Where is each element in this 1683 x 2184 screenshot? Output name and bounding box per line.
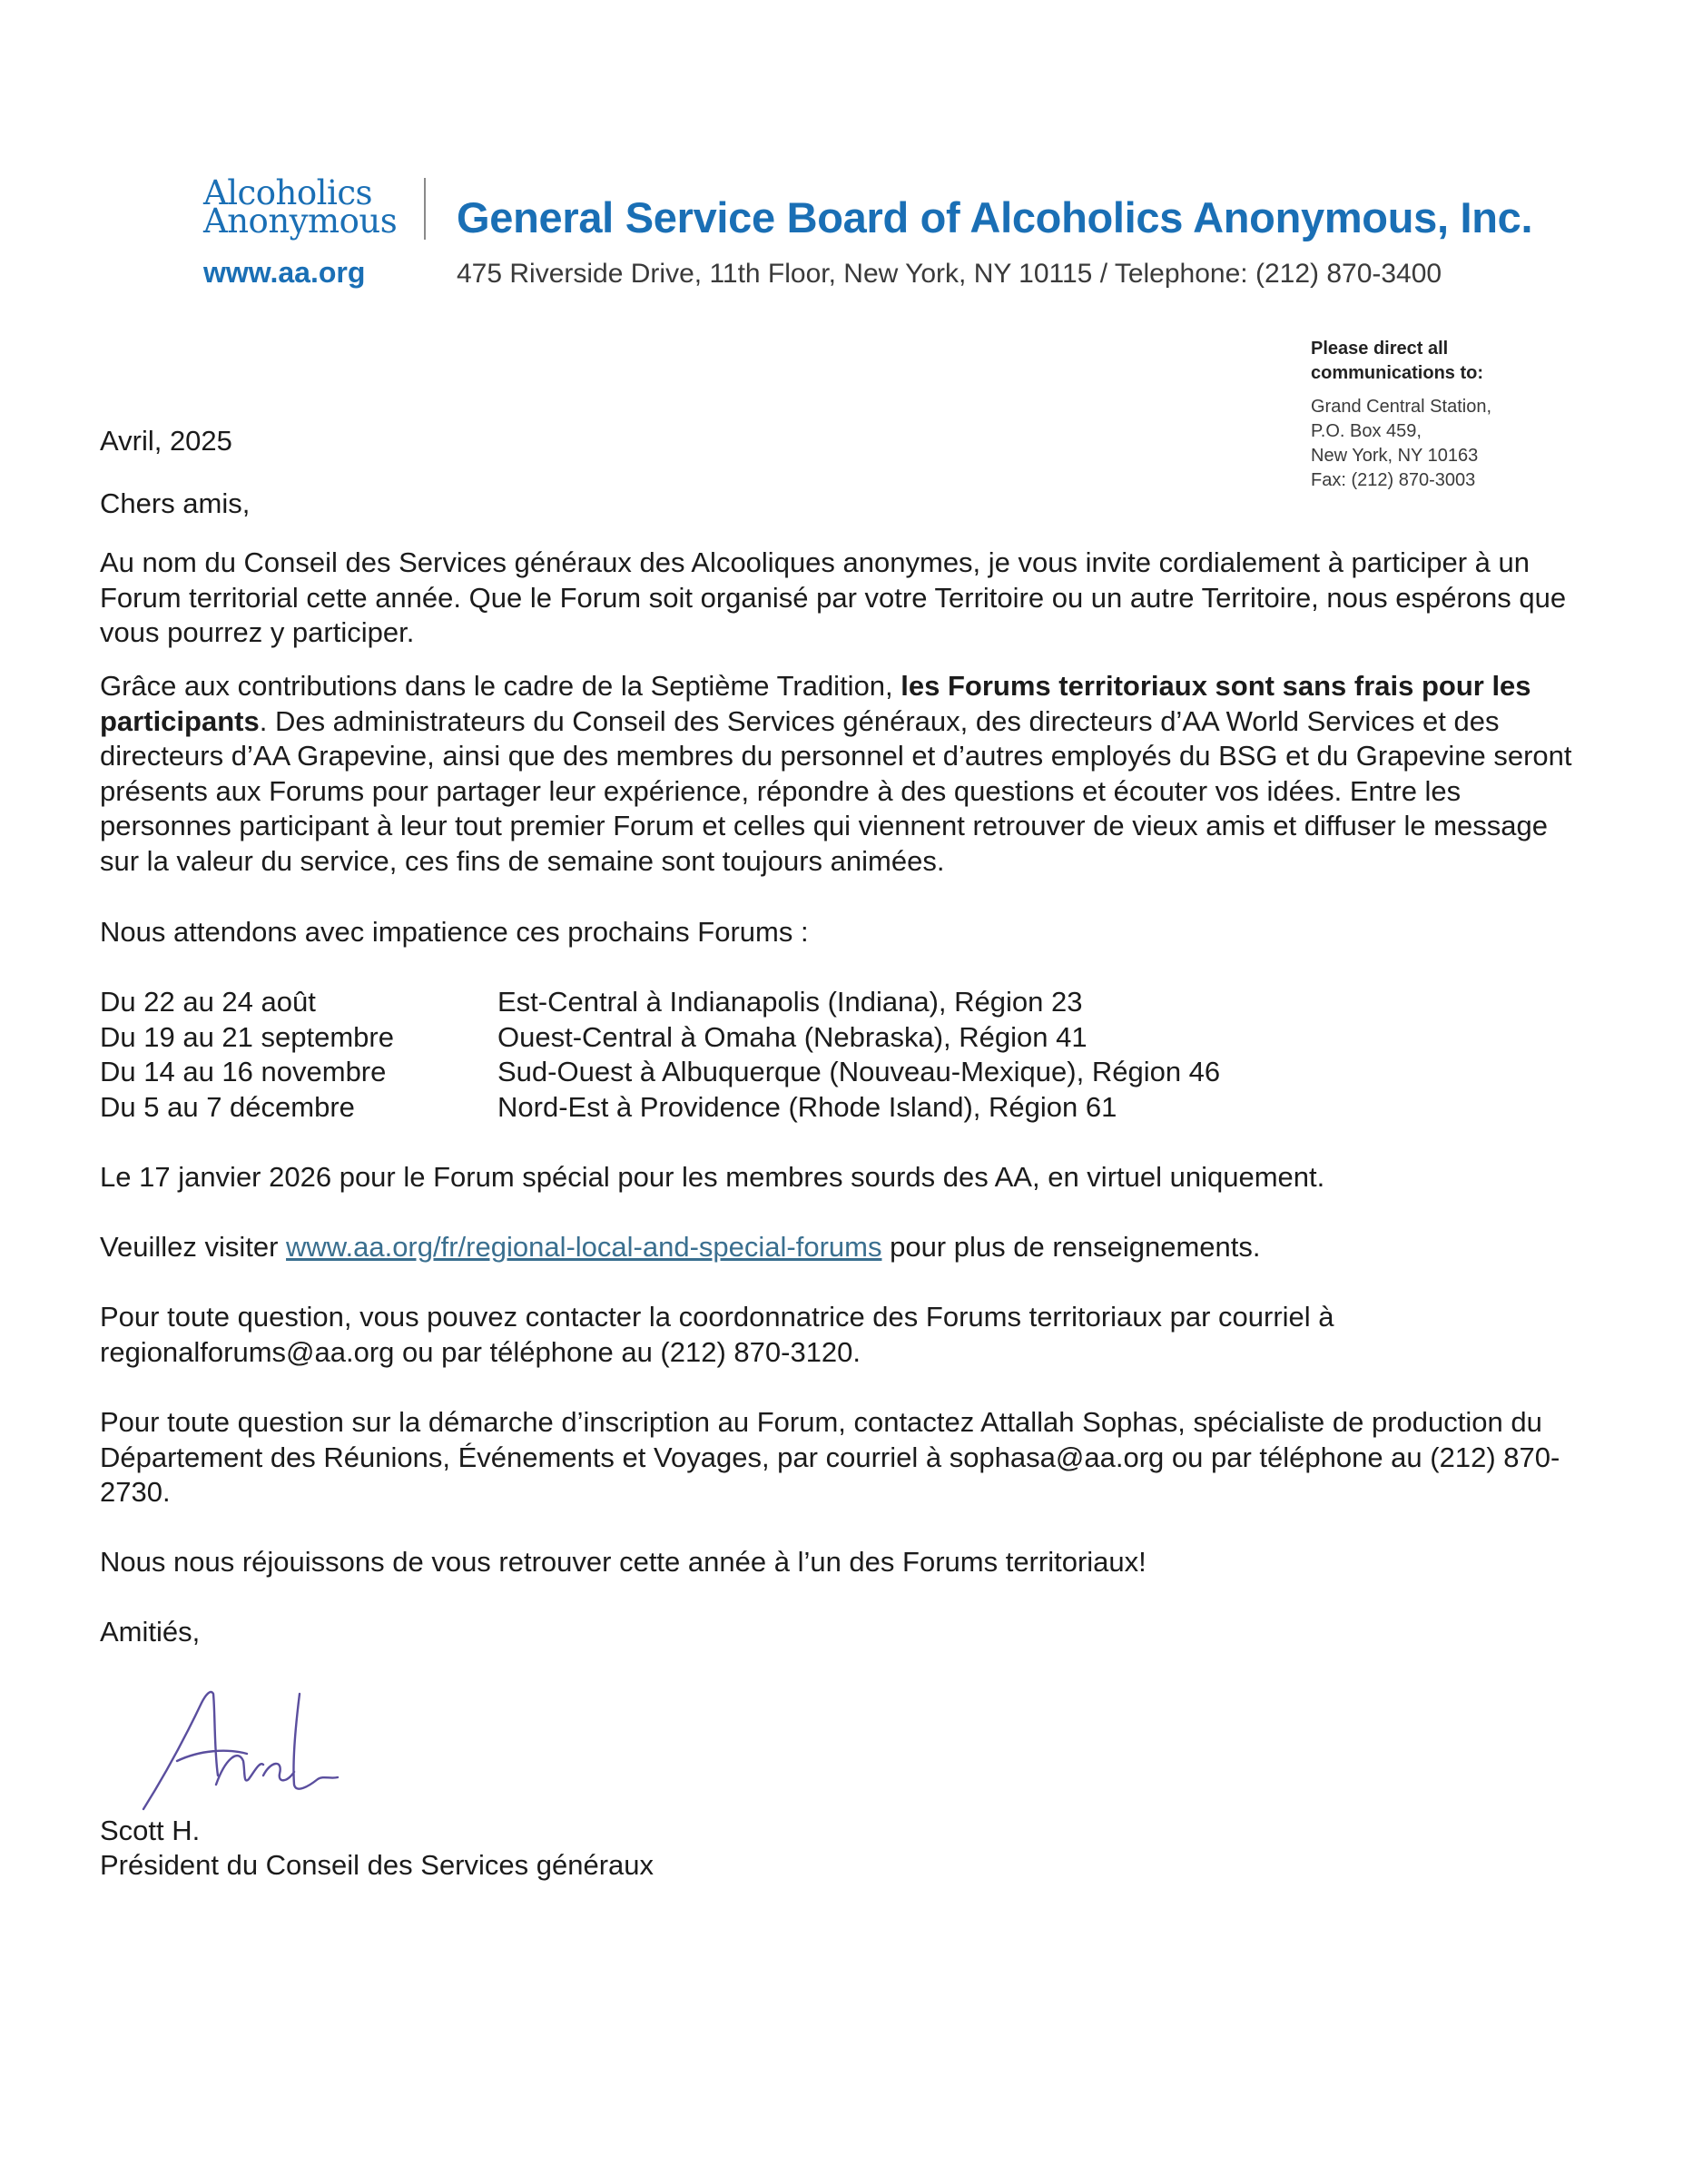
signer-title: Président du Conseil des Services généraux	[100, 1849, 654, 1881]
forum-dates: Du 14 au 16 novembre	[100, 1056, 387, 1087]
logo-text-line1: Alcoholics	[203, 173, 373, 212]
forums-link[interactable]: www.aa.org/fr/regional-local-and-special-forums	[286, 1231, 882, 1263]
visit-paragraph	[100, 1230, 1589, 1265]
special-forum: Le 17 janvier 2026 pour le Forum spécial pour les membres sourds des AA, en virtuel uniquement.	[100, 1161, 1325, 1193]
forum-location: Est-Central à Indianapolis (Indiana), Région 23	[497, 986, 1083, 1018]
forum-dates: Du 22 au 24 août	[100, 986, 316, 1018]
contact-registration: Pour toute question sur la démarche d’inscription au Forum, contactez Attallah Sophas, spécialiste de production du Département des Réunions, Événements et Voyages, par courriel à sophasa@aa.org ou par téléphone au (212) 870-2730.	[100, 1406, 1560, 1508]
free-forums-emphasis: les Forums territoriaux sont sans frais pour les participants	[100, 670, 1531, 737]
paragraph-text: Grâce aux contributions dans le cadre de la Septième Tradition,	[100, 670, 901, 702]
forum-location: Ouest-Central à Omaha (Nebraska), Région 41	[497, 1020, 1088, 1053]
correspondence-line: P.O. Box 459,	[1311, 421, 1422, 441]
paragraph-seventh-tradition	[100, 669, 1589, 879]
website-link[interactable]: www.aa.org	[203, 256, 366, 289]
logo-text-line2: Anonymous	[203, 202, 398, 241]
header-divider	[424, 178, 426, 240]
forum-dates: Du 5 au 7 décembre	[100, 1090, 355, 1123]
letter-date: Avril, 2025	[100, 425, 232, 457]
forum-dates: Du 19 au 21 septembre	[100, 1020, 394, 1053]
signer-name: Scott H.	[100, 1815, 201, 1846]
forum-row	[100, 1090, 1220, 1126]
forum-schedule	[100, 985, 1220, 1125]
contact-coordinator: Pour toute question, vous pouvez contacter la coordonnatrice des Forums territoriaux par courriel à regionalforums@aa.org ou par téléphone au (212) 870-3120.	[100, 1301, 1334, 1368]
forum-row	[100, 985, 1220, 1020]
correspondence-heading: Please direct all communications to:	[1311, 339, 1484, 383]
signature	[127, 1677, 345, 1814]
forum-row	[100, 1055, 1220, 1090]
forums-intro: Nous attendons avec impatience ces prochains Forums :	[100, 916, 809, 948]
correspondence-line: New York, NY 10163	[1311, 446, 1479, 466]
organization-address: 475 Riverside Drive, 11th Floor, New York, NY 10115 / Telephone: (212) 870-3400	[457, 259, 1442, 289]
regards: Amitiés,	[100, 1616, 201, 1648]
visit-suffix: pour plus de renseignements.	[881, 1231, 1261, 1263]
forum-row	[100, 1020, 1220, 1056]
visit-prefix: Veuillez visiter	[100, 1231, 287, 1263]
correspondence-line: Grand Central Station,	[1311, 397, 1491, 417]
forum-location: Nord-Est à Providence (Rhode Island), Région 61	[497, 1090, 1117, 1123]
forum-location: Sud-Ouest à Albuquerque (Nouveau-Mexique), Région 46	[497, 1056, 1221, 1087]
paragraph-invitation: Au nom du Conseil des Services généraux des Alcooliques anonymes, je vous invite cordialement à participer à un Forum territorial cette année. Que le Forum soit organisé par votre Territoire ou un autre Territoire, nous espérons que vous pourrez y participer.	[100, 546, 1567, 648]
closing-line: Nous nous réjouissons de vous retrouver cette année à l’un des Forums territoriaux!	[100, 1546, 1147, 1578]
organization-name: General Service Board of Alcoholics Anonymous, Inc.	[457, 193, 1533, 241]
letter-greeting: Chers amis,	[100, 487, 251, 519]
correspondence-line: Fax: (212) 870-3003	[1311, 470, 1476, 490]
paragraph-text: . Des administrateurs du Conseil des Services généraux, des directeurs d’AA World Services et des directeurs d’AA Grapevine, ainsi que des membres du personnel et d’autres employés du BSG et du Grapevine seront présents aux Forums pour partager leur expérience, répondre à des questions et écouter vos idées. Entre les personnes participant à leur tout premier Forum et celles qui viennent retrouver de vieux amis et diffuser le message sur la valeur du service, ces fins de semaine sont toujours animées.	[100, 704, 1572, 877]
